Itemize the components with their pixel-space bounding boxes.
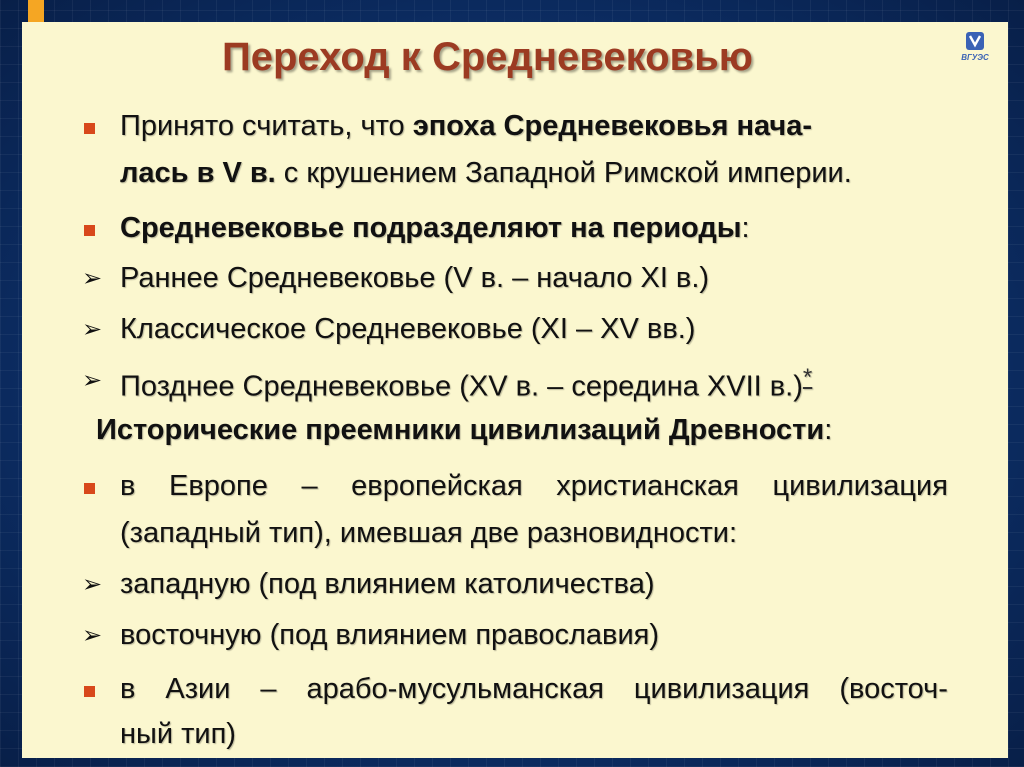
p1-line2 — [120, 157, 852, 190]
logo-text: ВГУЭС — [961, 53, 989, 62]
p1-bold-2: лась в V в. — [120, 157, 276, 189]
p1-line1 — [120, 110, 812, 143]
periods-heading — [120, 212, 750, 245]
logo-emblem-icon — [964, 30, 986, 52]
square-bullet-icon — [84, 686, 95, 697]
word: Европе — [169, 470, 268, 502]
arrow-bullet-icon: ➢ — [82, 571, 103, 598]
corner-accent — [28, 0, 44, 22]
p1-text-2: с крушением Западной Римской империи. — [275, 157, 852, 189]
arrow-bullet-icon: ➢ — [82, 622, 103, 649]
word: в — [120, 470, 136, 502]
square-bullet-icon — [84, 123, 95, 134]
word: христианская — [556, 470, 739, 502]
period-item: Раннее Средневековье (V в. – начало XI в.) — [120, 262, 710, 294]
europe-line2: (западный тип), имевшая две разновидности: — [120, 517, 738, 549]
word: Азии — [165, 673, 231, 705]
word: – — [260, 673, 277, 705]
word: цивилизация — [633, 673, 810, 705]
arrow-bullet-icon: ➢ — [82, 265, 103, 292]
variant-item: западную (под влиянием католичества) — [120, 568, 655, 600]
word: европейская — [351, 470, 523, 502]
successors-heading — [96, 414, 832, 447]
p1-text: Принято считать, что — [120, 110, 413, 142]
arrow-bullet-icon: ➢ — [82, 316, 103, 343]
footnote-link[interactable]: * — [802, 364, 813, 391]
successors-heading-colon: : — [824, 414, 833, 446]
successors-heading-text: Исторические преемники цивилизаций Древности — [96, 414, 825, 446]
period-item: Классическое Средневековье (XI – XV вв.) — [120, 313, 696, 345]
arrow-bullet-icon: ➢ — [82, 367, 103, 394]
europe-line1 — [120, 470, 948, 503]
p1-bold: эпоха Средневековья нача- — [412, 110, 812, 142]
square-bullet-icon — [84, 225, 95, 236]
asia-line1 — [120, 673, 948, 706]
word: арабо-мусульманская — [306, 673, 604, 705]
word: цивилизация — [772, 470, 948, 502]
slide-title: Переход к Средневековью — [222, 35, 753, 79]
university-logo — [958, 30, 992, 62]
word: – — [301, 470, 318, 502]
periods-heading-colon: : — [741, 212, 750, 244]
variant-item: восточную (под влиянием православия) — [120, 619, 660, 651]
slide — [22, 22, 1008, 758]
square-bullet-icon — [84, 483, 95, 494]
period-item-late — [120, 364, 812, 404]
periods-heading-text: Средневековье подразделяют на периоды — [120, 212, 742, 244]
word: (восточ- — [839, 673, 948, 705]
period-item: Позднее Средневековье (XV в. – середина XVII в.) — [120, 370, 803, 403]
word: в — [120, 673, 136, 705]
asia-line2: ный тип) — [120, 718, 236, 750]
